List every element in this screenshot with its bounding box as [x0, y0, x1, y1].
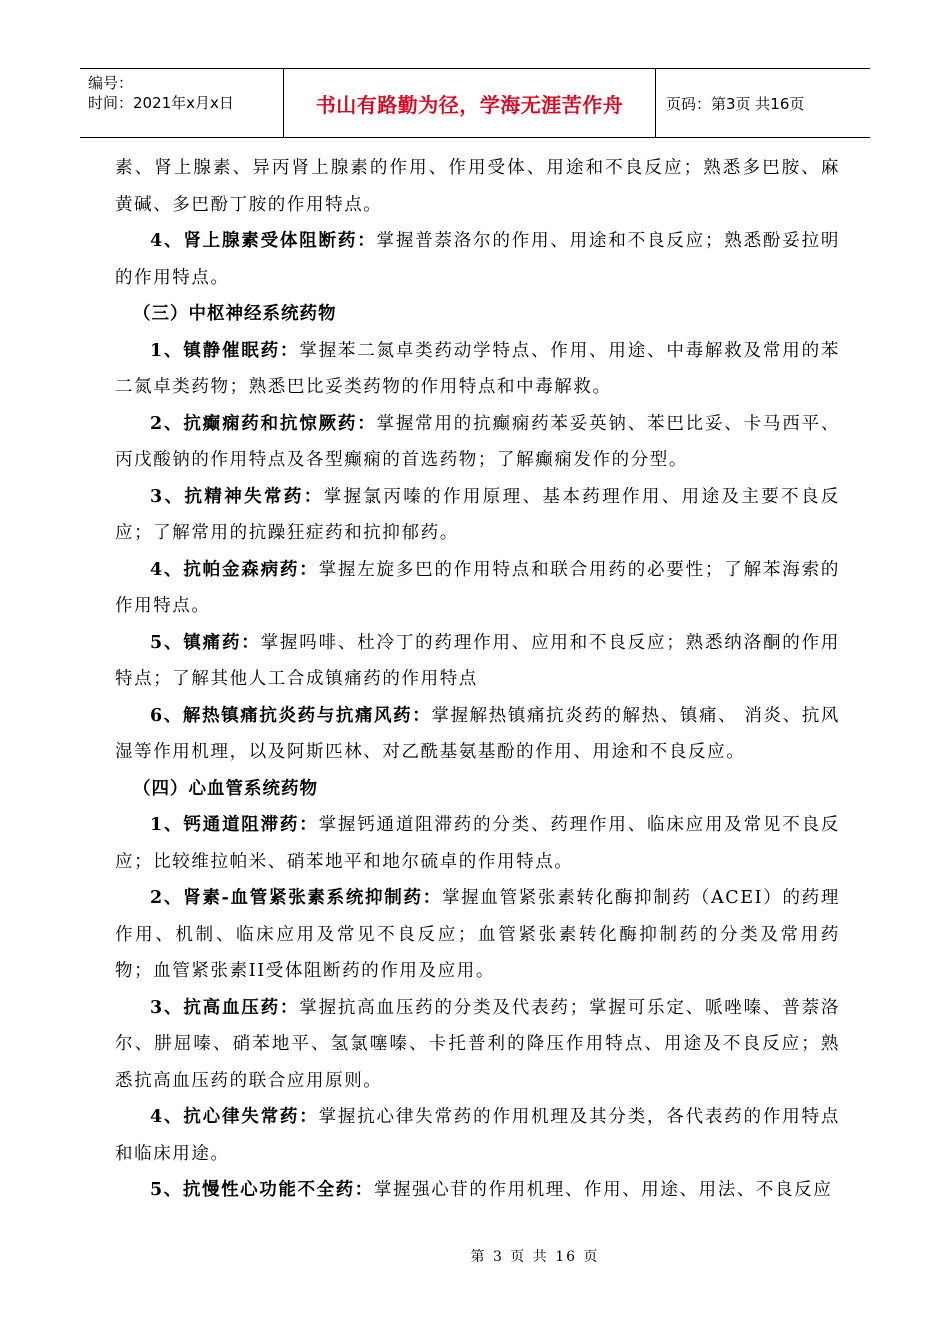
- paragraph-heading: 1、钙通道阻滞药：: [150, 815, 319, 835]
- document-body: [115, 150, 840, 1209]
- paragraph-text: 掌握吗啡、杜冷丁的药理作用、应用和不良反应；熟悉纳洛酮的作用特点；了解其他人工合成镇痛药的作用特点: [115, 632, 841, 689]
- paragraph-text: 掌握左旋多巴的作用特点和联合用药的必要性；了解苯海索的作用特点。: [115, 559, 840, 616]
- paragraph: [115, 625, 840, 698]
- paragraph: [115, 333, 840, 406]
- paragraph-heading: 6、解热镇痛抗炎药与抗痛风药：: [150, 705, 432, 726]
- paragraph-text: 掌握解热镇痛抗炎药的解热、镇痛、 消炎、抗风湿等作用机理，以及阿斯匹林、对乙酰基氨基酚的作用、用途和不良反应。: [115, 705, 840, 762]
- paragraph: [115, 990, 840, 1100]
- paragraph-text: 掌握抗心律失常药的作用机理及其分类，各代表药的作用特点和临床用途。: [115, 1107, 840, 1164]
- paragraph-text: 掌握苯二氮卓类药动学特点、作用、用途、中毒解救及常用的苯二氮卓类药物；熟悉巴比妥类药物的作用特点和中毒解救。: [115, 340, 840, 397]
- paragraph: [115, 1172, 840, 1209]
- paragraph-heading: 3、抗高血压药：: [150, 997, 300, 1018]
- paragraph: [115, 698, 840, 771]
- paragraph-heading: 4、肾上腺素受体阻断药：: [150, 231, 377, 251]
- document-date: 时间：2021年x月x日: [88, 94, 234, 112]
- paragraph-text: 掌握普萘洛尔的作用、用途和不良反应；熟悉酚妥拉明的作用特点。: [115, 231, 840, 288]
- paragraph-text: 掌握血管紧张素转化酶抑制药（ACEI）的药理作用、机制、临床应用及常见不良反应；血管紧张素转化酶抑制药的分类及常用药物；血管紧张素II受体阻断药的作用及应用。: [115, 888, 840, 981]
- header-motto: 书山有路勤为径，学海无涯苦作舟: [315, 92, 624, 117]
- paragraph-heading: 1、镇静催眠药：: [150, 340, 300, 361]
- paragraph: [115, 880, 840, 990]
- paragraph: [115, 406, 840, 479]
- paragraph-heading: 4、抗帕金森病药：: [150, 559, 319, 580]
- paragraph-text: 掌握氯丙嗪的作用原理、基本药理作用、用途及主要不良反应；了解常用的抗躁狂症药和抗抑郁药。: [115, 486, 841, 543]
- section-heading: （四）心血管系统药物: [133, 778, 318, 799]
- paragraph: [115, 223, 840, 296]
- document-number-label: 编号：: [88, 74, 134, 92]
- paragraph-text: 掌握强心苷的作用机理、作用、用途、用法、不良反应: [373, 1180, 833, 1200]
- header-motto-cell: [283, 69, 656, 137]
- paragraph-heading: 3、抗精神失常药：: [150, 486, 324, 507]
- paragraph: [115, 552, 840, 625]
- paragraph: [115, 479, 840, 552]
- page-header: [80, 68, 870, 138]
- paragraph: [115, 1099, 840, 1172]
- paragraph-heading: 2、抗癫痫药和抗惊厥药：: [150, 413, 377, 434]
- paragraph-text: 掌握抗高血压药的分类及代表药；掌握可乐定、哌唑嗪、普萘洛尔、肼屈嗪、硝苯地平、氢氯噻嗪、卡托普利的降压作用特点、用途及不良反应；熟悉抗高血压药的联合应用原则。: [115, 997, 840, 1091]
- header-meta: [80, 69, 283, 137]
- paragraph-heading: 5、抗慢性心功能不全药：: [150, 1180, 374, 1200]
- paragraph-heading: 2、肾素-血管紧张素系统抑制药：: [150, 888, 442, 908]
- page-footer: [0, 1246, 950, 1266]
- footer-page-number: 第 3 页 共 16 页: [470, 1249, 600, 1265]
- header-page-number: 页码：第3页 共16页: [666, 94, 805, 113]
- paragraph-heading: 4、抗心律失常药：: [150, 1107, 319, 1127]
- paragraph-text: 掌握常用的抗癫痫药苯妥英钠、苯巴比妥、卡马西平、丙戊酸钠的作用特点及各型癫痫的首选药物；了解癫痫发作的分型。: [115, 413, 840, 470]
- section-heading: （三）中枢神经系统药物: [133, 304, 337, 324]
- paragraph: 素、肾上腺素、异丙肾上腺素的作用、作用受体、用途和不良反应；熟悉多巴胺、麻黄碱、多巴酚丁胺的作用特点。: [115, 158, 840, 215]
- header-page-info: [656, 69, 870, 137]
- paragraph: [115, 807, 840, 880]
- paragraph-text: 掌握钙通道阻滞药的分类、药理作用、临床应用及常见不良反应；比较维拉帕米、硝苯地平和地尔硫卓的作用特点。: [115, 815, 840, 872]
- paragraph-heading: 5、镇痛药：: [150, 632, 261, 653]
